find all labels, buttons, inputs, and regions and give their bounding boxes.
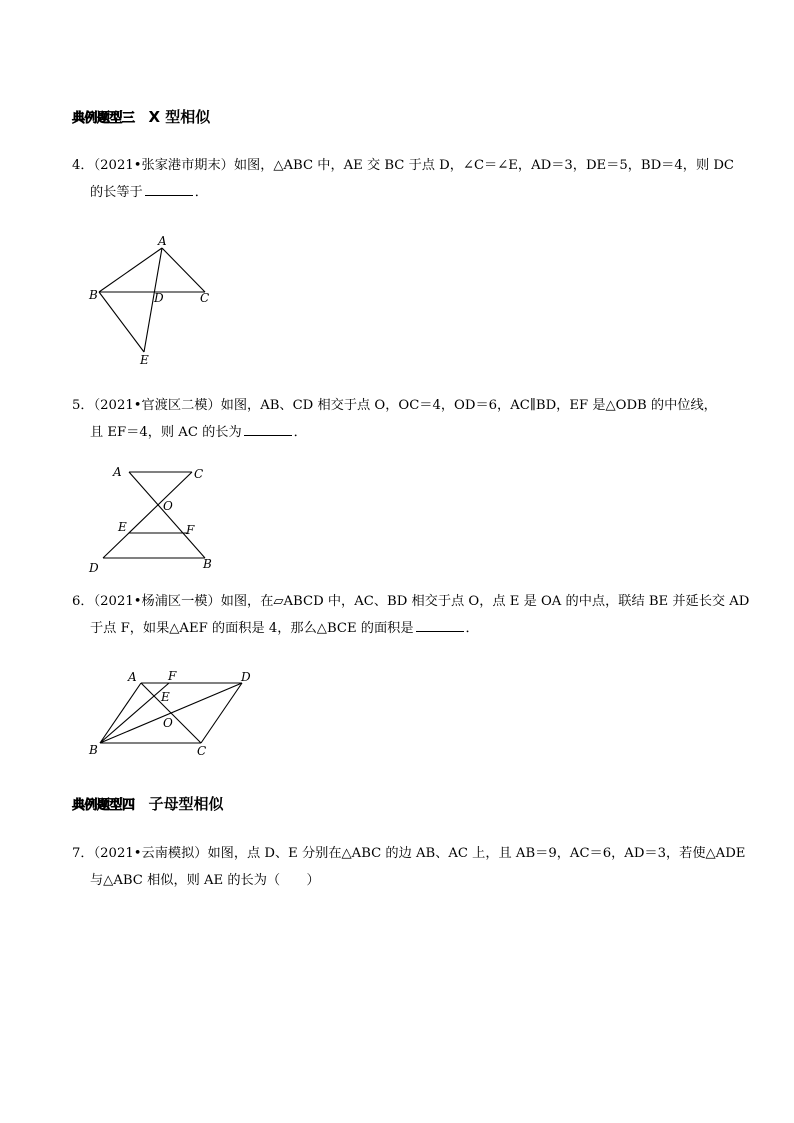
question-4-line2 [72, 179, 734, 206]
label-C-q5: C [194, 467, 204, 481]
question-7 [72, 840, 745, 894]
label-B-q4: B [89, 288, 98, 302]
question-6-line2-end: ． [465, 621, 479, 636]
answer-blank-6[interactable] [416, 617, 464, 632]
label-E-q4: E [140, 353, 149, 367]
question-5-line2-end: ． [293, 425, 307, 440]
section-heading-2 [72, 793, 224, 814]
figure-q5 [85, 460, 225, 578]
question-6 [72, 588, 749, 642]
section-tag-2: 典例题型四 [72, 798, 135, 813]
answer-blank-4[interactable] [145, 181, 193, 196]
label-F-q6: F [168, 669, 177, 683]
question-4-line2-end: ． [194, 185, 208, 200]
label-O-q5: O [163, 499, 173, 513]
question-5-line2-text: 且 EF＝4，则 AC 的长为 [90, 425, 242, 440]
question-4 [72, 152, 734, 206]
label-A-q5: A [113, 465, 122, 479]
label-E-q6: E [161, 690, 170, 704]
question-5-line2 [72, 419, 717, 446]
label-F-q5: F [186, 523, 195, 537]
label-C-q6: C [197, 744, 207, 758]
question-5 [72, 392, 717, 446]
section-title-1: X 型相似 [148, 108, 211, 126]
question-6-line2-text: 于点 F，如果△AEF 的面积是 4，那么△BCE 的面积是 [90, 621, 414, 636]
section-title-2: 子母型相似 [148, 795, 224, 813]
answer-blank-5[interactable] [244, 421, 292, 436]
question-7-line2: 与△ABC 相似，则 AE 的长为（ ） [90, 873, 320, 888]
label-D-q6: D [241, 670, 251, 684]
label-O-q6: O [163, 716, 173, 730]
figure-q4 [80, 230, 230, 370]
label-A-q4: A [158, 234, 167, 248]
question-4-line2-text: 的长等于 [90, 185, 143, 200]
label-D-q4: D [154, 291, 164, 305]
label-B-q6: B [89, 743, 98, 757]
question-4-line1: 4．（2021•张家港市期末）如图，△ABC 中，AE 交 BC 于点 D，∠C＝∠E，AD＝3，DE＝5，BD＝4，则 DC [72, 158, 734, 173]
label-A-q6: A [128, 670, 137, 684]
section-heading-1 [72, 106, 210, 127]
question-6-line2 [72, 615, 749, 642]
question-7-line1: 7．（2021•云南模拟）如图，点 D、E 分别在△ABC 的边 AB、AC 上，且 AB＝9，AC＝6，AD＝3，若使△ADE [72, 846, 746, 861]
label-C-q4: C [200, 291, 210, 305]
label-B-q5: B [203, 557, 212, 571]
label-E-q5: E [118, 520, 127, 534]
figure-q6 [85, 665, 265, 760]
question-5-line1: 5．（2021•官渡区二模）如图，AB、CD 相交于点 O，OC＝4，OD＝6，AC∥BD，EF 是△ODB 的中位线， [72, 398, 717, 413]
label-D-q5: D [89, 561, 99, 575]
question-6-line1: 6．（2021•杨浦区一模）如图，在▱ABCD 中，AC、BD 相交于点 O，点 E 是 OA 的中点，联结 BE 并延长交 AD [72, 594, 750, 609]
section-tag-1: 典例题型三 [72, 111, 135, 126]
